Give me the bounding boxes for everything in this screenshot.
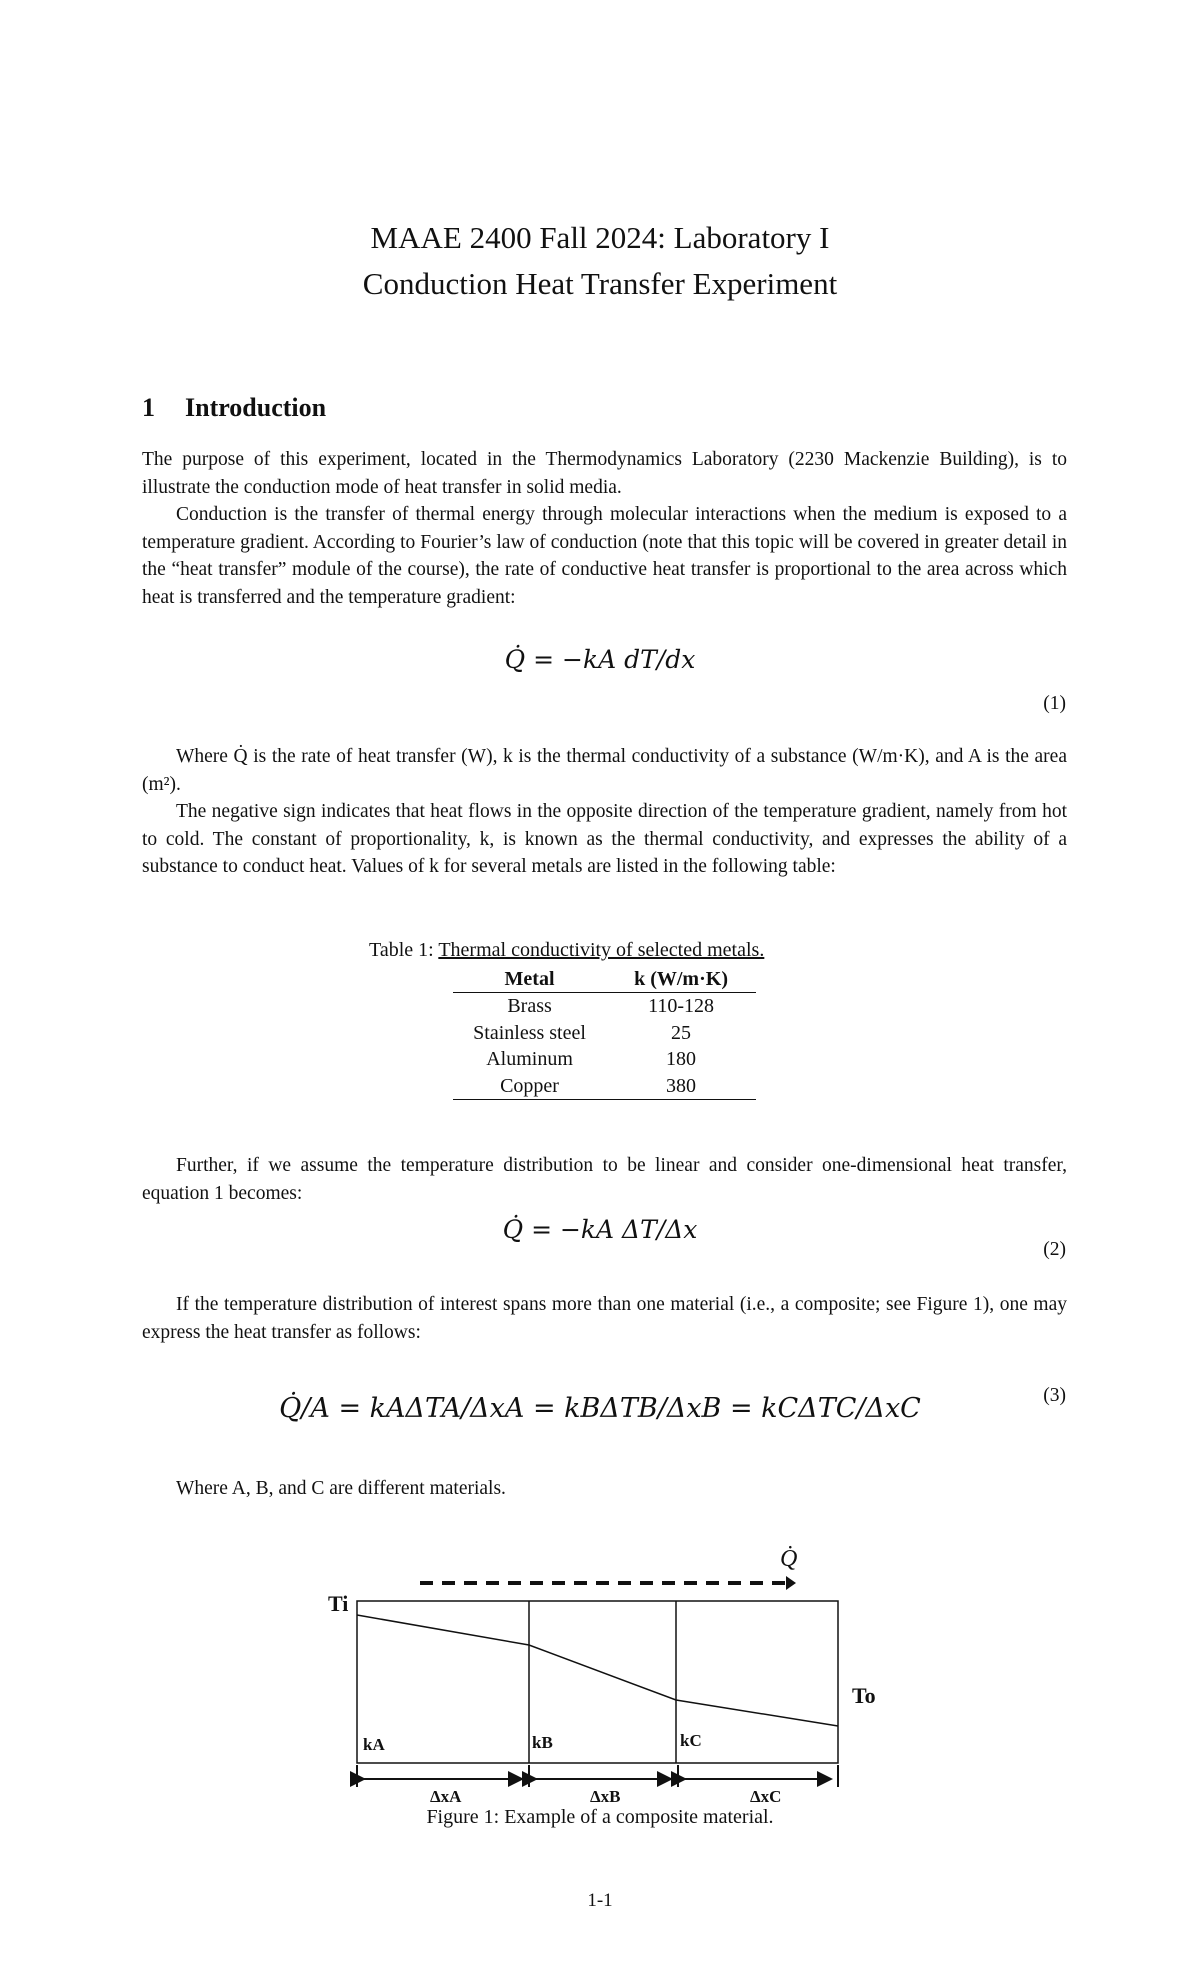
temperature-profile xyxy=(357,1615,838,1726)
page-number: 1-1 xyxy=(587,1890,613,1911)
label-to: To xyxy=(852,1683,876,1708)
equation-3: Q̇/A = kAΔTA/ΔxA = kBΔTB/ΔxB = kCΔTC/ΔxC xyxy=(279,1393,921,1424)
table-row: Aluminum 180 xyxy=(486,1048,697,1070)
table-row: Copper 380 xyxy=(453,1073,756,1100)
header-k: k (W/m·K) xyxy=(606,966,756,993)
paragraph-4: The negative sign indicates that heat flows in the opposite direction of the temperature gradient, namely from hot to cold. The constant of proportionality, k, is known as the thermal conductivity, and expresses the ability of a substance to conduct heat. Values of k for several metals are listed in the following table: xyxy=(142,801,1067,877)
label-ti: Ti xyxy=(328,1591,349,1616)
label-ka: kA xyxy=(363,1735,385,1754)
label-kb: kB xyxy=(532,1733,553,1752)
equation-1: Q̇ = −kA dT/dx xyxy=(504,645,696,674)
label-dxa: ΔxA xyxy=(430,1787,462,1806)
section-title: Introduction xyxy=(185,393,327,422)
label-dxb: ΔxB xyxy=(590,1787,621,1806)
paragraph-3: Where Q̇ is the rate of heat transfer (W), k is the thermal conductivity of a substance (W/m·K), and A is the area (m²). xyxy=(142,746,1067,795)
figure-caption: Figure 1: Example of a composite material. xyxy=(426,1806,774,1828)
paragraph-1: The purpose of this experiment, located in the Thermodynamics Laboratory (2230 Mackenzie Building), is to illustrate the conduction mode of heat transfer in solid media. xyxy=(142,449,1067,498)
table-row: Brass 110-128 xyxy=(507,995,714,1017)
table-caption: Table 1: Thermal conductivity of selected metals. xyxy=(369,939,765,961)
label-kc: kC xyxy=(680,1731,702,1750)
label-dxc: ΔxC xyxy=(750,1787,782,1806)
label-q: Q̇ xyxy=(780,1546,798,1572)
title-line-1: MAAE 2400 Fall 2024: Laboratory I xyxy=(370,220,830,255)
equation-1-number: (1) xyxy=(1043,693,1066,714)
section-number: 1 xyxy=(142,393,155,422)
title-line-2: Conduction Heat Transfer Experiment xyxy=(362,266,838,301)
paragraph-2: Conduction is the transfer of thermal energy through molecular interactions when the medium is exposed to a temperature gradient. According to Fourier’s law of conduction (note that this topic will be covered in greater detail in the “heat transfer” module of the course), the rate of conductive heat transfer is proportional to the area across which heat is transferred and the temperature gradient: xyxy=(142,504,1067,608)
equation-2: Q̇ = −kA ΔT/Δx xyxy=(502,1215,698,1244)
header-metal: Metal xyxy=(453,966,606,993)
arrow-head-icon xyxy=(786,1576,796,1590)
equation-2-number: (2) xyxy=(1043,1239,1066,1260)
paragraph-7: Where A, B, and C are different materials. xyxy=(176,1478,506,1499)
composite-box xyxy=(357,1601,838,1763)
equation-3-number: (3) xyxy=(1043,1385,1066,1406)
table-row: Stainless steel 25 xyxy=(473,1021,692,1044)
paragraph-5: Further, if we assume the temperature distribution to be linear and consider one-dimensional heat transfer, equation 1 becomes: xyxy=(142,1155,1067,1204)
paragraph-6: If the temperature distribution of interest spans more than one material (i.e., a composite; see Figure 1), one may express the heat transfer as follows: xyxy=(142,1294,1067,1343)
